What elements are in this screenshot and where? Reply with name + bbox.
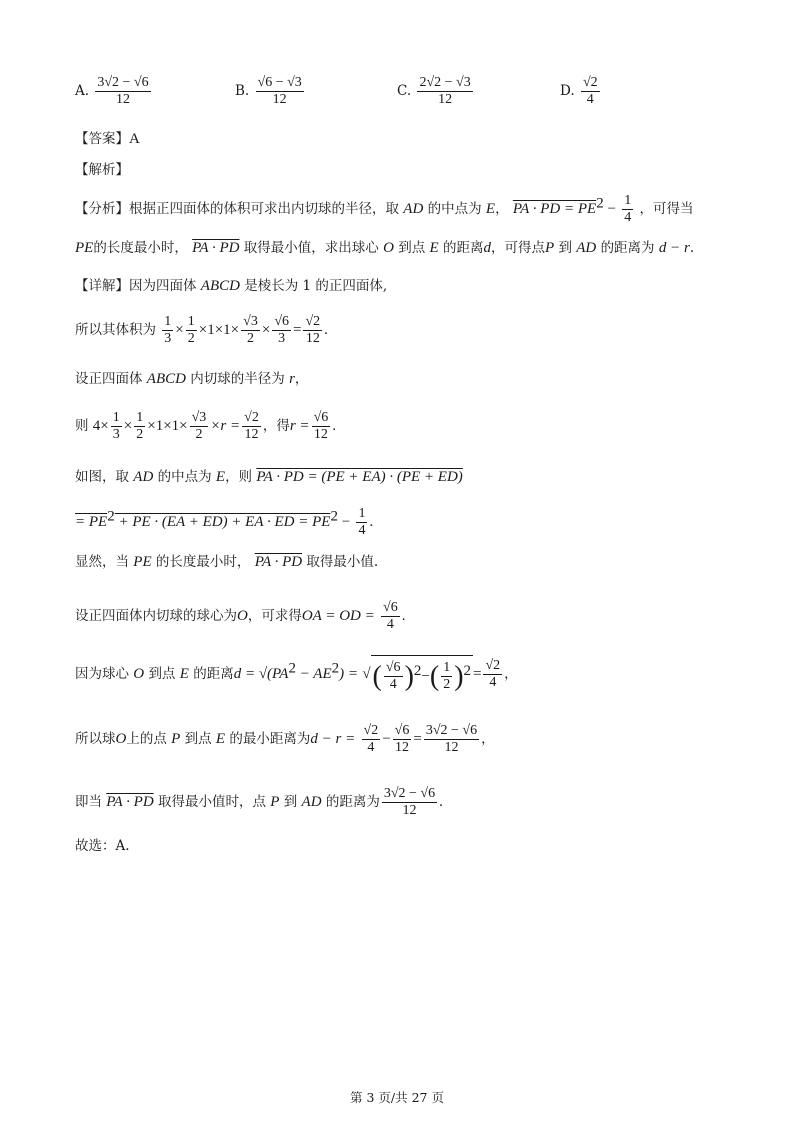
detail-conclusion-line: 即当 PA · PD 取得最小值时，点 P 到 AD 的距离为 $\frac{3√2 - √6}{12}$ .: [75, 786, 443, 819]
option-a: [75, 75, 153, 108]
detail-tag: 【详解】: [75, 278, 129, 294]
option-a-fraction: $\frac{3√2 - √6}{12}$: [97, 75, 149, 108]
option-c-fraction: $\frac{2√2 - √3}{12}$: [419, 75, 471, 108]
fenxi-vector-expr: PA · PD = PE: [512, 201, 597, 218]
detail-line-5: 如图，取 AD 的中点为 E，则 PA · PD = (PE + EA) · (PE + ED): [75, 469, 463, 485]
analysis-tag: 【解析】: [75, 162, 129, 178]
fenxi-quarter: $\frac{1}{4}$: [624, 193, 632, 226]
option-b-label: B.: [235, 83, 250, 100]
final-choice: 故选：A.: [75, 838, 130, 854]
answer-value: A: [129, 131, 140, 147]
detail-distance-line: 因为球心 O 到点 E 的距离$d = √(PA^2 - AE^2)$ = √( $\frac{√6}{4}$ )$^2$−( $\frac{1}{2}$ )$^2$ = $\frac{√2}{4}$ ，: [75, 655, 734, 694]
fenxi-tag: 【分析】: [75, 201, 129, 218]
option-d: [560, 75, 602, 108]
detail-line-8: 设正四面体内切球的球心为O，可求得OA = OD = $\frac{√6}{4}$ .: [75, 600, 406, 633]
detail-line-7: 显然，当 PE 的长度最小时， PA · PD 取得最小值.: [75, 554, 379, 570]
detail-min-distance-line: 所以球O上的点 P 到点 E 的最小距离为d − r = $\frac{√2}{4}$ − $\frac{√6}{12}$ = $\frac{3√2 - √6}{12}$ ，: [75, 723, 495, 756]
detail-radius-line: 则 4× $\frac{1}{3}$ × $\frac{1}{2}$ ×1×1× $\frac{√3}{2}$ ×r = $\frac{√2}{12}$ ，得r = $\frac{√6}{12}$ .: [75, 410, 336, 443]
answer-line: [75, 130, 734, 148]
detail-line-3: 设正四面体 ABCD 内切球的半径为 r，: [75, 371, 309, 387]
detail-volume-line: 所以其体积为 $\frac{1}{3}$ × $\frac{1}{2}$ ×1×1× $\frac{√3}{2}$ × $\frac{√6}{3}$ = $\frac{√2}{12}$ .: [75, 314, 328, 347]
option-c: [397, 75, 475, 108]
option-b-fraction: $\frac{√6 - √3}{12}$: [257, 75, 302, 108]
page-footer: 第 3 页/共 27 页: [350, 1090, 444, 1105]
option-c-label: C.: [397, 83, 412, 100]
option-a-label: A.: [75, 83, 90, 100]
fenxi-line-2: PE的长度最小时， PA · PD 取得最小值，求出球心 O 到点 E 的距离d，可得点P 到 AD 的距离为 d − r.: [75, 240, 695, 256]
fenxi-line-1: 【分析】根据正四面体的体积可求出内切球的半径，取 AD 的中点为 E， PA · PD = $PE^2$ − $\frac{1}{4}$ ，可得当: [75, 193, 694, 226]
option-d-fraction: $\frac{√2}{4}$: [582, 75, 598, 108]
option-b: [235, 75, 306, 108]
detail-line-6: = $PE^2$ + PE · (EA + ED) + EA · ED = $PE^2$ − $\frac{1}{4}$ .: [75, 506, 374, 539]
answer-tag: 【答案】: [75, 131, 129, 147]
option-d-label: D.: [560, 83, 575, 100]
detail-line-1: 【详解】因为四面体 ABCD 是棱长为 1 的正四面体,: [75, 278, 388, 294]
